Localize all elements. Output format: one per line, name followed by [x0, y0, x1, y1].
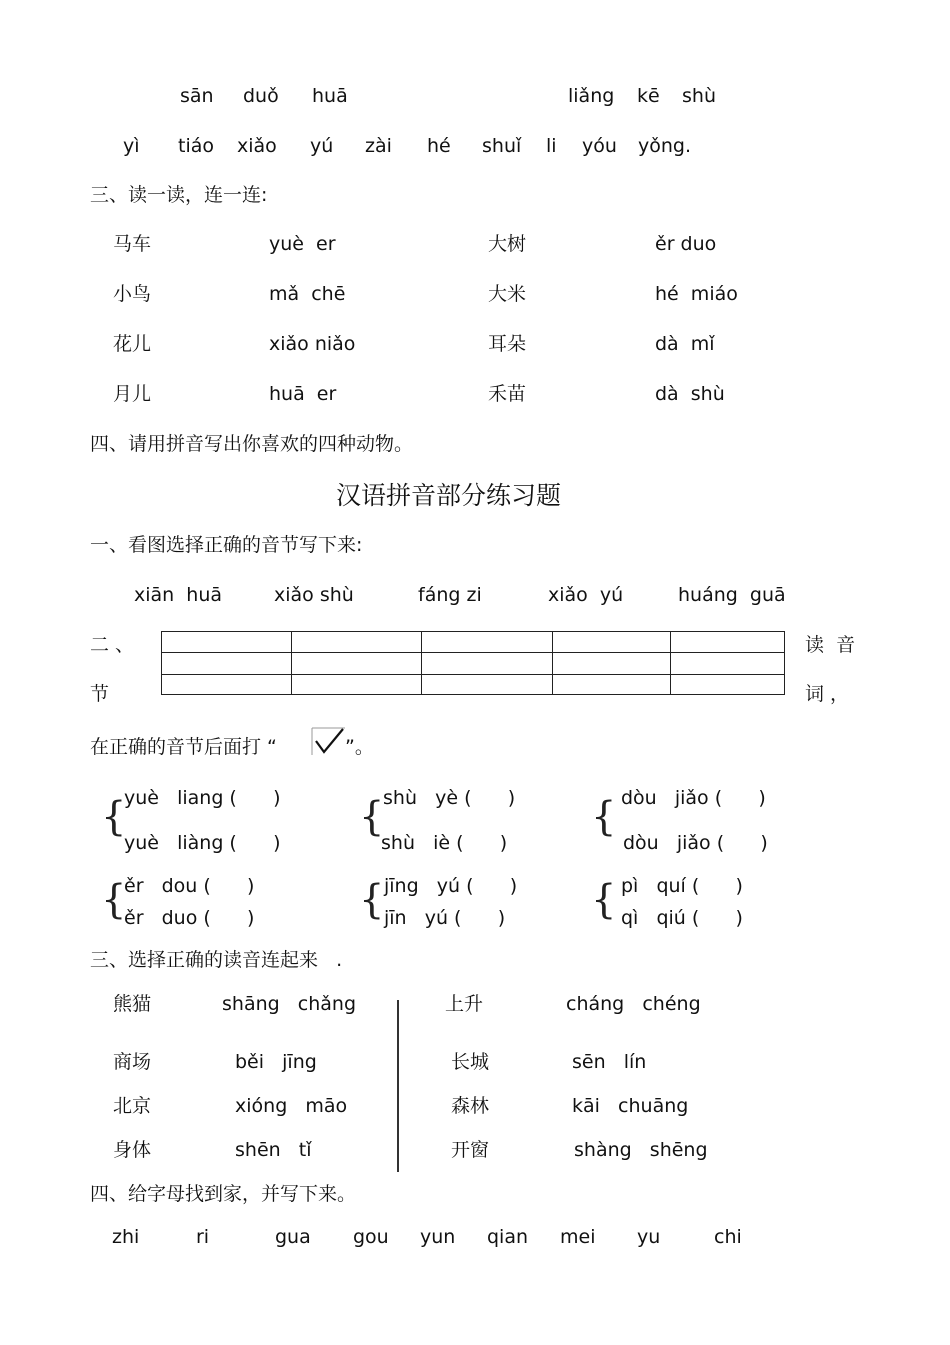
instruction-text: ”。	[345, 736, 374, 758]
page-title: 汉语拼音部分练习题	[336, 481, 562, 510]
choice-item: ěr dou ( )	[124, 875, 255, 897]
section-heading: 四、给字母找到家，并写下来。	[90, 1183, 357, 1205]
section-heading: 三、选择正确的读音连起来 .	[90, 949, 343, 971]
pinyin-word: yǒng.	[638, 135, 692, 157]
letter-item: mei	[560, 1226, 596, 1248]
match-hanzi: 禾苗	[488, 383, 527, 405]
pinyin-word: huā	[312, 85, 348, 107]
choice-item: shù yè ( )	[383, 787, 516, 809]
choice-item: qì qiú ( )	[621, 907, 743, 929]
pinyin-word: yú	[310, 135, 334, 157]
section-label: 词 ，	[805, 683, 850, 705]
match-hanzi: 耳朵	[488, 333, 527, 355]
choice-item: jīn yú ( )	[384, 907, 506, 929]
connect-hanzi: 长城	[451, 1051, 490, 1073]
match-hanzi: 月儿	[113, 383, 152, 405]
letter-item: chi	[714, 1226, 742, 1248]
connect-pinyin: kāi chuāng	[572, 1095, 689, 1117]
checkmark-box-icon	[311, 727, 347, 757]
letter-item: zhi	[112, 1226, 140, 1248]
letter-item: gou	[353, 1226, 389, 1248]
pinyin-option: fáng zi	[418, 584, 482, 606]
instruction-text: 在正确的音节后面打 “	[90, 736, 277, 758]
match-pinyin: dà shù	[655, 383, 725, 405]
match-hanzi: 马车	[113, 233, 152, 255]
pinyin-word: xiǎo	[237, 135, 277, 157]
pinyin-word: sān	[180, 85, 214, 107]
brace-icon: {	[591, 794, 617, 840]
match-pinyin: xiǎo niǎo	[269, 333, 356, 355]
connect-pinyin: sēn lín	[572, 1051, 647, 1073]
brace-icon: {	[591, 877, 617, 923]
match-pinyin: dà mǐ	[655, 333, 715, 355]
choice-item: shù iè ( )	[381, 832, 508, 854]
connect-hanzi: 商场	[113, 1051, 152, 1073]
match-pinyin: yuè er	[269, 233, 336, 255]
match-hanzi: 大树	[488, 233, 527, 255]
choice-item: yuè liang ( )	[124, 787, 281, 809]
brace-icon: {	[359, 794, 385, 840]
pinyin-word: li	[546, 135, 557, 157]
connect-pinyin: cháng chéng	[566, 993, 701, 1015]
pinyin-option: xiān huā	[134, 584, 223, 606]
pinyin-option: xiǎo yú	[548, 584, 624, 606]
connect-hanzi: 北京	[113, 1095, 152, 1117]
choice-item: yuè liàng ( )	[124, 832, 281, 854]
brace-icon: {	[359, 877, 385, 923]
match-pinyin: ěr duo	[655, 233, 717, 255]
choice-item: ěr duo ( )	[124, 907, 255, 929]
section-label: 节	[90, 683, 110, 705]
connect-pinyin: xióng māo	[235, 1095, 348, 1117]
match-hanzi: 大米	[488, 283, 527, 305]
pinyin-word: shù	[682, 85, 716, 107]
brace-icon: {	[101, 794, 127, 840]
match-pinyin: mǎ chē	[269, 283, 346, 305]
letter-item: yu	[637, 1226, 661, 1248]
pinyin-word: hé	[427, 135, 451, 157]
section-heading: 一、看图选择正确的音节写下来:	[90, 534, 363, 556]
choice-item: dòu jiǎo ( )	[621, 787, 766, 809]
choice-item: pì quí ( )	[621, 875, 743, 897]
connect-pinyin: běi jīng	[235, 1051, 317, 1073]
pinyin-option: xiǎo shù	[274, 584, 354, 606]
pinyin-word: tiáo	[178, 135, 214, 157]
choice-item: dòu jiǎo ( )	[623, 832, 768, 854]
section-label: 二 、	[90, 634, 135, 656]
pinyin-word: kē	[637, 85, 660, 107]
pinyin-word: shuǐ	[482, 135, 522, 157]
pinyin-word: duǒ	[243, 85, 279, 107]
brace-icon: {	[101, 877, 127, 923]
pinyin-word: yóu	[582, 135, 617, 157]
pinyin-word: yì	[123, 135, 140, 157]
section-heading: 四、请用拼音写出你喜欢的四种动物。	[90, 433, 414, 455]
connect-hanzi: 森林	[451, 1095, 490, 1117]
letter-item: qian	[487, 1226, 529, 1248]
pinyin-word: liǎng	[568, 85, 615, 107]
connect-pinyin: shēn tǐ	[235, 1139, 312, 1161]
connect-hanzi: 上升	[445, 993, 484, 1015]
choice-item: jīng yú ( )	[384, 875, 518, 897]
connect-hanzi: 熊猫	[113, 993, 152, 1015]
letter-item: ri	[196, 1226, 210, 1248]
connect-hanzi: 身体	[113, 1139, 152, 1161]
pinyin-option: huáng guā	[678, 584, 786, 606]
pinyin-word: zài	[365, 135, 392, 157]
section-heading: 三、读一读，连一连:	[90, 184, 268, 206]
section-label: 读 音	[805, 634, 856, 656]
letter-item: yun	[420, 1226, 456, 1248]
match-pinyin: huā er	[269, 383, 337, 405]
match-hanzi: 小鸟	[113, 283, 152, 305]
connect-pinyin: shàng shēng	[574, 1139, 708, 1161]
connect-pinyin: shāng chǎng	[222, 993, 357, 1015]
letter-item: gua	[275, 1226, 311, 1248]
match-pinyin: hé miáo	[655, 283, 738, 305]
connect-hanzi: 开窗	[451, 1139, 490, 1161]
match-hanzi: 花儿	[113, 333, 152, 355]
writing-grid	[161, 631, 785, 695]
column-divider	[397, 1000, 399, 1172]
